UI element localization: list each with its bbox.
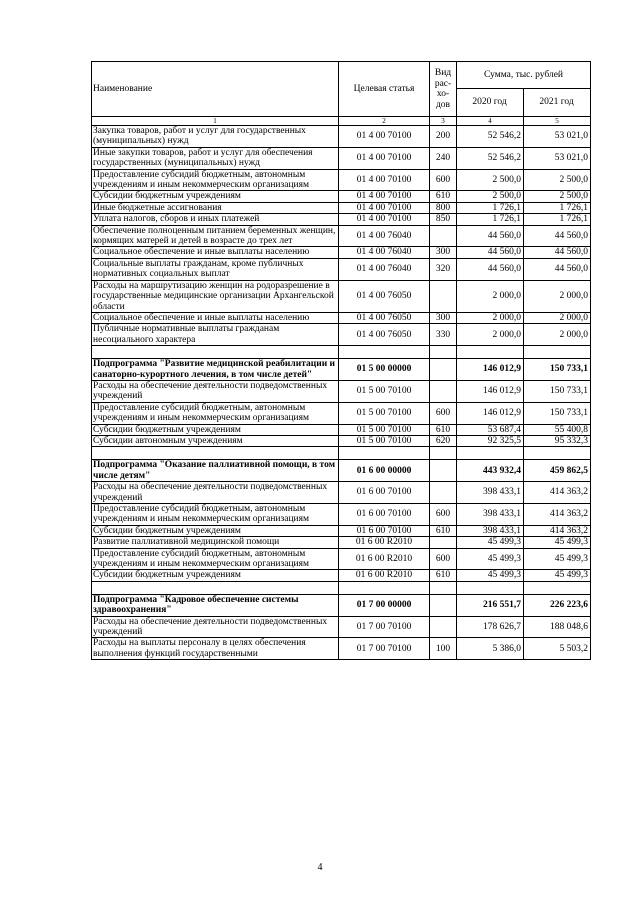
cell-2021: 53 021,0 [524, 147, 591, 169]
cell-2020: 398 433,1 [457, 525, 524, 536]
cell-2020 [457, 581, 524, 594]
table-row [92, 312, 591, 323]
table-row [92, 616, 591, 638]
cell-name: Подпрограмма "Кадровое обеспечение системы здравоохранения" [92, 594, 339, 616]
cell-2020: 2 000,0 [457, 312, 524, 323]
cell-name: Субсидии бюджетным учреждениям [92, 424, 339, 435]
table-body [92, 126, 591, 660]
cell-2021: 44 560,0 [524, 247, 591, 258]
cell-name: Субсидии бюджетным учреждениям [92, 525, 339, 536]
cell-code: 01 4 00 76040 [339, 225, 430, 247]
table-row [92, 435, 591, 446]
cell-vid [430, 346, 457, 359]
cell-2021: 44 560,0 [524, 258, 591, 280]
cell-2021: 1 726,1 [524, 202, 591, 213]
table-row [92, 214, 591, 225]
cell-vid: 200 [430, 126, 457, 148]
spacer-row [92, 447, 591, 460]
cell-2021: 414 363,2 [524, 504, 591, 526]
cell-2021: 150 733,1 [524, 359, 591, 381]
table-row [92, 402, 591, 424]
table-row [92, 525, 591, 536]
cell-2020: 45 499,3 [457, 537, 524, 548]
cell-name: Закупка товаров, работ и услуг для государственных (муниципальных) нужд [92, 126, 339, 148]
header-name: Наименование [92, 62, 339, 117]
cell-code: 01 4 00 70100 [339, 147, 430, 169]
cell-name: Субсидии бюджетным учреждениям [92, 191, 339, 202]
cell-code: 01 6 00 70100 [339, 504, 430, 526]
cell-code: 01 4 00 76040 [339, 258, 430, 280]
cell-2020 [457, 346, 524, 359]
cell-2021: 2 000,0 [524, 280, 591, 312]
cell-2020: 44 560,0 [457, 247, 524, 258]
cell-2020: 146 012,9 [457, 359, 524, 381]
cell-code: 01 7 00 00000 [339, 594, 430, 616]
cell-code: 01 5 00 70100 [339, 402, 430, 424]
cell-2020 [457, 447, 524, 460]
cell-name: Предоставление субсидий бюджетным, автономным учреждениям и иным некоммерческим организациям [92, 548, 339, 570]
cell-2021: 414 363,2 [524, 482, 591, 504]
colnum-1: 1 [92, 117, 339, 126]
budget-page [91, 61, 591, 660]
cell-code: 01 4 00 70100 [339, 191, 430, 202]
cell-code: 01 4 00 70100 [339, 126, 430, 148]
cell-code: 01 4 00 76050 [339, 280, 430, 312]
cell-vid [430, 537, 457, 548]
header-2020: 2020 год [457, 89, 524, 117]
cell-name: Социальное обеспечение и иные выплаты населению [92, 247, 339, 258]
cell-vid [430, 616, 457, 638]
cell-code: 01 7 00 70100 [339, 638, 430, 660]
cell-vid: 800 [430, 202, 457, 213]
table-row [92, 380, 591, 402]
budget-table [91, 61, 591, 660]
cell-2021: 188 048,6 [524, 616, 591, 638]
table-row [92, 202, 591, 213]
cell-2020: 45 499,3 [457, 548, 524, 570]
spacer-row [92, 581, 591, 594]
cell-vid: 600 [430, 402, 457, 424]
cell-2020: 52 546,2 [457, 126, 524, 148]
cell-2021: 44 560,0 [524, 225, 591, 247]
cell-2020: 443 932,4 [457, 460, 524, 482]
cell-2020: 52 546,2 [457, 147, 524, 169]
cell-name: Подпрограмма "Развитие медицинской реабилитации и санаторно-курортного лечения, в том числе детей" [92, 359, 339, 381]
cell-code: 01 4 00 76050 [339, 324, 430, 346]
cell-name [92, 346, 339, 359]
table-row [92, 147, 591, 169]
cell-vid [430, 225, 457, 247]
cell-code: 01 4 00 76040 [339, 247, 430, 258]
cell-code: 01 4 00 70100 [339, 202, 430, 213]
page-number: 4 [317, 862, 323, 873]
cell-2021 [524, 346, 591, 359]
cell-vid: 850 [430, 214, 457, 225]
table-row [92, 126, 591, 148]
cell-name: Расходы на обеспечение деятельности подведомственных учреждений [92, 616, 339, 638]
cell-code: 01 4 00 76050 [339, 312, 430, 323]
cell-2020: 92 325,5 [457, 435, 524, 446]
cell-name: Субсидии автономным учреждениям [92, 435, 339, 446]
cell-name: Иные бюджетные ассигнования [92, 202, 339, 213]
cell-code: 01 6 00 70100 [339, 482, 430, 504]
cell-vid: 240 [430, 147, 457, 169]
cell-2021: 1 726,1 [524, 214, 591, 225]
cell-code: 01 5 00 70100 [339, 435, 430, 446]
cell-2021: 95 332,3 [524, 435, 591, 446]
cell-vid: 600 [430, 548, 457, 570]
header-2021: 2021 год [524, 89, 591, 117]
cell-code: 01 6 00 70100 [339, 525, 430, 536]
cell-vid: 610 [430, 191, 457, 202]
cell-name: Уплата налогов, сборов и иных платежей [92, 214, 339, 225]
cell-2021: 5 503,2 [524, 638, 591, 660]
cell-code: 01 4 00 70100 [339, 214, 430, 225]
cell-2020: 2 000,0 [457, 324, 524, 346]
cell-2021: 45 499,3 [524, 537, 591, 548]
cell-name: Иные закупки товаров, работ и услуг для обеспечения государственных (муниципальных) нужд [92, 147, 339, 169]
cell-2021: 226 223,6 [524, 594, 591, 616]
cell-vid: 610 [430, 570, 457, 581]
cell-2021: 414 363,2 [524, 525, 591, 536]
cell-code: 01 6 00 R2010 [339, 570, 430, 581]
cell-2020: 146 012,9 [457, 402, 524, 424]
cell-2020: 178 626,7 [457, 616, 524, 638]
cell-2020: 398 433,1 [457, 482, 524, 504]
cell-code: 01 5 00 00000 [339, 359, 430, 381]
cell-2021: 150 733,1 [524, 402, 591, 424]
table-row [92, 324, 591, 346]
header-vid: Вид рас-хо-дов [430, 62, 457, 117]
cell-name: Развитие паллиативной медицинской помощи [92, 537, 339, 548]
cell-2021: 45 499,3 [524, 570, 591, 581]
subprogram-row [92, 359, 591, 381]
cell-vid: 620 [430, 435, 457, 446]
cell-vid: 610 [430, 525, 457, 536]
table-row [92, 570, 591, 581]
colnum-4: 4 [457, 117, 524, 126]
cell-2021: 2 500,0 [524, 169, 591, 191]
cell-vid: 330 [430, 324, 457, 346]
cell-code [339, 447, 430, 460]
cell-vid: 600 [430, 169, 457, 191]
cell-2020: 44 560,0 [457, 258, 524, 280]
cell-2020: 2 500,0 [457, 169, 524, 191]
cell-name: Социальное обеспечение и иные выплаты населению [92, 312, 339, 323]
cell-name: Субсидии бюджетным учреждениям [92, 570, 339, 581]
table-row [92, 280, 591, 312]
table-row [92, 548, 591, 570]
cell-2020: 53 687,4 [457, 424, 524, 435]
subprogram-row [92, 594, 591, 616]
cell-vid [430, 380, 457, 402]
cell-vid [430, 359, 457, 381]
header-sum: Сумма, тыс. рублей [457, 62, 591, 89]
subprogram-row [92, 460, 591, 482]
cell-name: Обеспечение полноценным питанием беременных женщин, кормящих матерей и детей в возрасте до трех лет [92, 225, 339, 247]
cell-vid [430, 581, 457, 594]
table-row [92, 247, 591, 258]
cell-code [339, 581, 430, 594]
cell-name: Предоставление субсидий бюджетным, автономным учреждениям и иным некоммерческим организациям [92, 504, 339, 526]
cell-name: Расходы на обеспечение деятельности подведомственных учреждений [92, 482, 339, 504]
table-row [92, 225, 591, 247]
cell-name: Предоставление субсидий бюджетным, автономным учреждениям и иным некоммерческим организациям [92, 169, 339, 191]
cell-code: 01 4 00 70100 [339, 169, 430, 191]
cell-2021: 55 400,8 [524, 424, 591, 435]
cell-name: Социальные выплаты гражданам, кроме публичных нормативных социальных выплат [92, 258, 339, 280]
cell-2020: 45 499,3 [457, 570, 524, 581]
cell-2021 [524, 447, 591, 460]
cell-vid [430, 594, 457, 616]
cell-code: 01 6 00 R2010 [339, 548, 430, 570]
cell-2020: 2 000,0 [457, 280, 524, 312]
colnum-3: 3 [430, 117, 457, 126]
cell-vid: 100 [430, 638, 457, 660]
cell-2020: 5 386,0 [457, 638, 524, 660]
cell-vid [430, 482, 457, 504]
table-row [92, 191, 591, 202]
table-row [92, 537, 591, 548]
table-row [92, 169, 591, 191]
table-row [92, 638, 591, 660]
cell-name: Публичные нормативные выплаты гражданам несоциального характера [92, 324, 339, 346]
colnum-5: 5 [524, 117, 591, 126]
cell-2021: 45 499,3 [524, 548, 591, 570]
cell-code: 01 6 00 00000 [339, 460, 430, 482]
cell-2021: 2 500,0 [524, 191, 591, 202]
colnum-2: 2 [339, 117, 430, 126]
cell-2020: 398 433,1 [457, 504, 524, 526]
cell-code: 01 6 00 R2010 [339, 537, 430, 548]
header-code: Целевая статья [339, 62, 430, 117]
cell-2021: 2 000,0 [524, 312, 591, 323]
cell-name: Предоставление субсидий бюджетным, автономным учреждениям и иным некоммерческим организациям [92, 402, 339, 424]
table-row [92, 258, 591, 280]
cell-vid [430, 447, 457, 460]
cell-name [92, 447, 339, 460]
cell-name: Расходы на выплаты персоналу в целях обеспечения выполнения функций государственными [92, 638, 339, 660]
cell-2021: 150 733,1 [524, 380, 591, 402]
cell-vid [430, 280, 457, 312]
table-row [92, 482, 591, 504]
cell-2020: 2 500,0 [457, 191, 524, 202]
cell-2021 [524, 581, 591, 594]
cell-code: 01 7 00 70100 [339, 616, 430, 638]
cell-vid: 300 [430, 312, 457, 323]
cell-2020: 146 012,9 [457, 380, 524, 402]
cell-name [92, 581, 339, 594]
table-row [92, 424, 591, 435]
cell-vid: 610 [430, 424, 457, 435]
cell-code [339, 346, 430, 359]
cell-code: 01 5 00 70100 [339, 380, 430, 402]
cell-vid: 320 [430, 258, 457, 280]
cell-vid: 600 [430, 504, 457, 526]
cell-2020: 216 551,7 [457, 594, 524, 616]
cell-vid [430, 460, 457, 482]
cell-2021: 2 000,0 [524, 324, 591, 346]
cell-name: Расходы на обеспечение деятельности подведомственных учреждений [92, 380, 339, 402]
cell-vid: 300 [430, 247, 457, 258]
cell-2021: 53 021,0 [524, 126, 591, 148]
cell-name: Подпрограмма "Оказание паллиативной помощи, в том числе детям" [92, 460, 339, 482]
cell-code: 01 5 00 70100 [339, 424, 430, 435]
spacer-row [92, 346, 591, 359]
cell-2021: 459 862,5 [524, 460, 591, 482]
cell-2020: 1 726,1 [457, 202, 524, 213]
cell-2020: 1 726,1 [457, 214, 524, 225]
cell-name: Расходы на маршрутизацию женщин на родоразрешение в государственные медицинские организации Архангельской области [92, 280, 339, 312]
table-row [92, 504, 591, 526]
cell-2020: 44 560,0 [457, 225, 524, 247]
